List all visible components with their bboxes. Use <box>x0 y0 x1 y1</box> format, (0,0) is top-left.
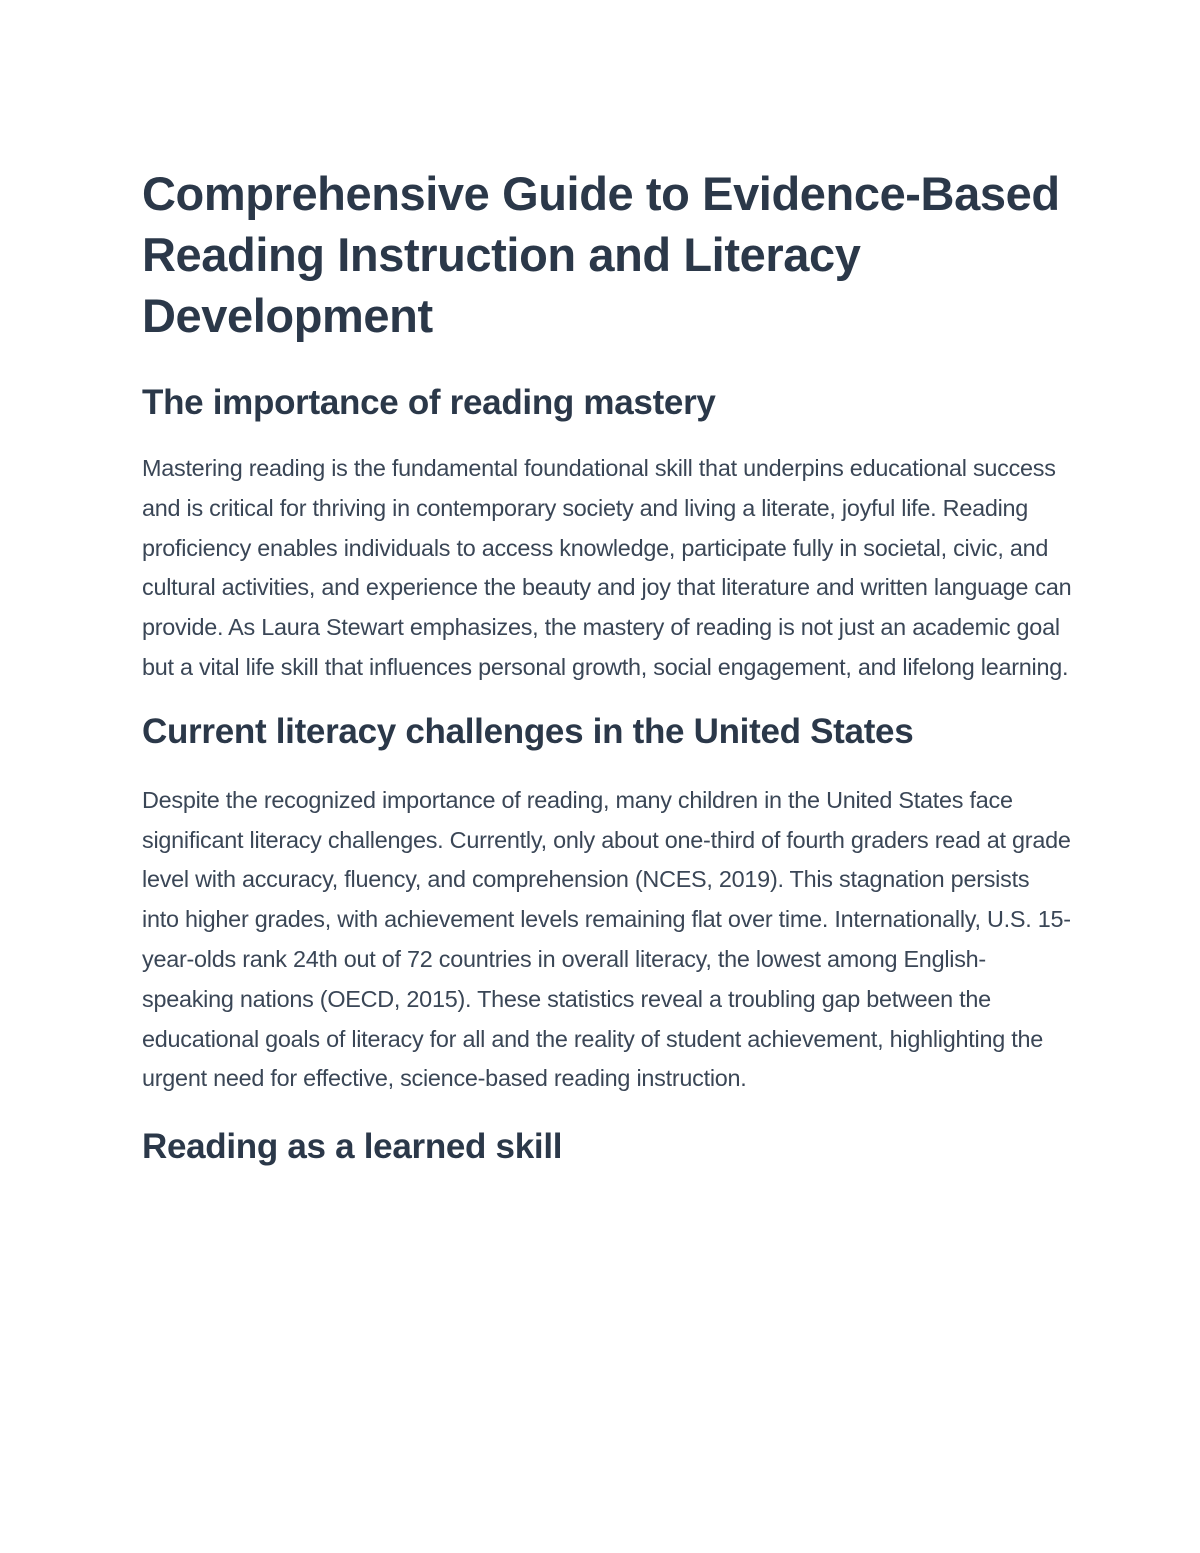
section-challenges <box>142 710 1072 1099</box>
section-heading-challenges: Current literacy challenges in the United States <box>142 711 914 751</box>
section-body-challenges: Despite the recognized importance of reading, many children in the United States face significant literacy challenges. Currently, only about one-third of fourth graders read at grade level with accuracy, fluency, and comprehension (NCES, 2019). This stagnation persists into higher grades, with achievement levels remaining flat over time. Internationally, U.S. 15-year-olds rank 24th out of 72 countries in overall literacy, the lowest among English-speaking nations (OECD, 2015). These statistics reveal a troubling gap between the educational goals of literacy for all and the reality of student achievement, highlighting the urgent need for effective, science-based reading instruction. <box>142 786 1071 1092</box>
document-page <box>142 163 1072 1169</box>
section-body-importance: Mastering reading is the fundamental foundational skill that underpins educational success and is critical for thriving in contemporary society and living a literate, joyful life. Reading proficiency enables individuals to access knowledge, participate fully in societal, civic, and cultural activities, and experience the beauty and joy that literature and written language can provide. As Laura Stewart emphasizes, the mastery of reading is not just an academic goal but a vital life skill that influences personal growth, social engagement, and lifelong learning. <box>142 455 1072 680</box>
section-learned-skill <box>142 1125 1072 1169</box>
document-title: Comprehensive Guide to Evidence-Based Reading Instruction and Literacy Development <box>142 167 1060 342</box>
section-heading-importance: The importance of reading mastery <box>142 383 716 422</box>
section-heading-learned-skill: Reading as a learned skill <box>142 1127 563 1167</box>
section-importance <box>142 381 1072 688</box>
